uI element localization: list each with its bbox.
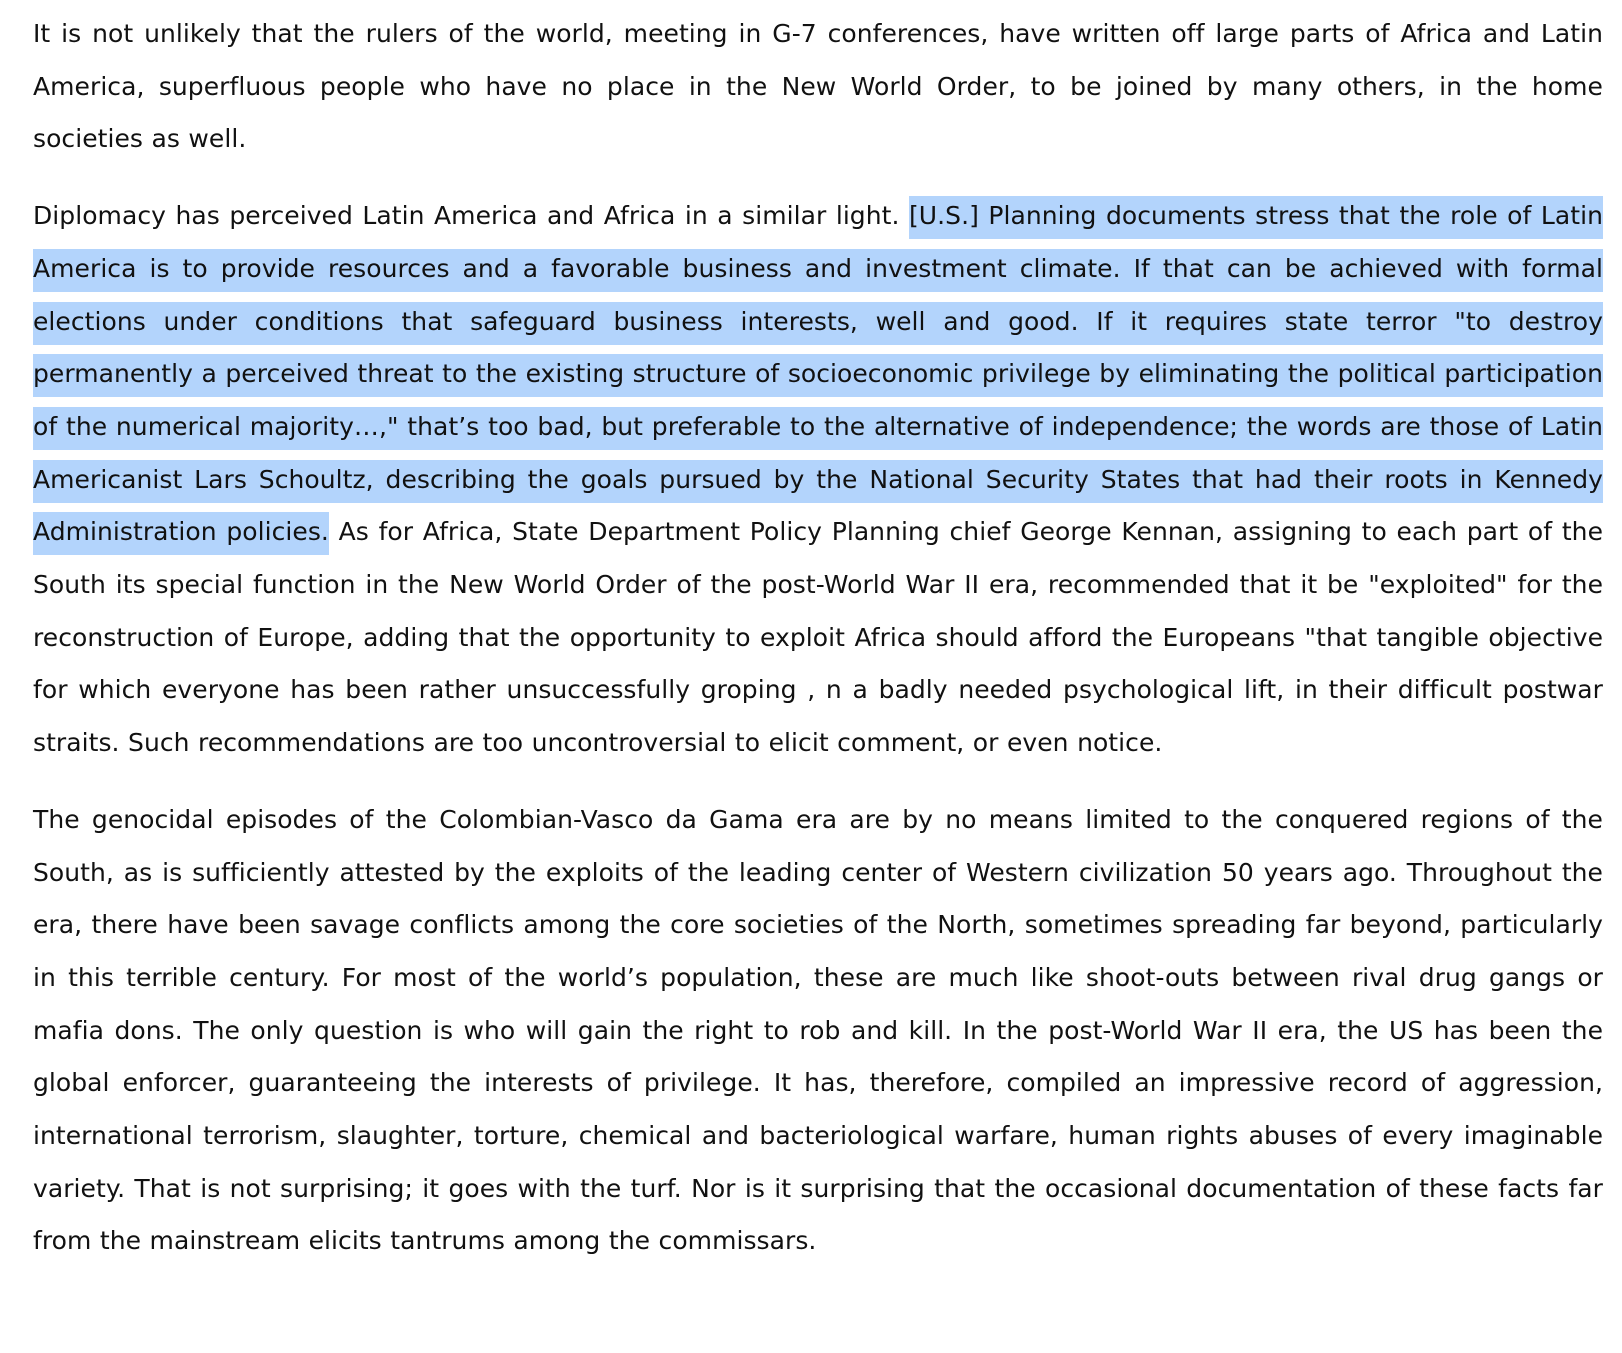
paragraph-3-text[interactable]: The genocidal episodes of the Colombian-Vasco da Gama era are by no means limited to the conquered regions of the South, as is sufficiently attested by the exploits of the leading center of Western civilization 50 years ago. Throughout the era, there have been savage conflicts among the core societies of the North, sometimes spreading far beyond, particularly in this terrible century. For most of the world’s population, these are much like shoot-outs between rival drug gangs or mafia dons. The only question is who will gain the right to rob and kill. In the post-World War II era, the US has been the global enforcer, guaranteeing the interests of privilege. It has, therefore, compiled an impressive record of aggression, international terrorism, slaughter, torture, chemical and bacteriological warfare, human rights abuses of every imaginable variety. That is not surprising; it goes with the turf. Nor is it surprising that the occasional documentation of these facts far from the mainstream elicits tantrums among the commissars. [33, 804, 1603, 1256]
paragraph-2-lead-text[interactable]: Diplomacy has perceived Latin America and Africa in a similar light. [33, 201, 909, 231]
paragraph-3[interactable] [33, 794, 1603, 1268]
paragraph-2-trailing-text[interactable]: As for Africa, State Department Policy Planning chief George Kennan, assigning to each part of the South its special function in the New World Order of the post-World War II era, recommended that it be "exploited" for the reconstruction of Europe, adding that the opportunity to exploit Africa should afford the Europeans "that tangible objective for which everyone has been rather unsuccessfully groping , n a badly needed psychological lift, in their difficult postwar straits. Such recommendations are too uncontroversial to elicit comment, or even notice. [33, 517, 1603, 758]
paragraph-1-text[interactable]: It is not unlikely that the rulers of the world, meeting in G-7 conferences, have written off large parts of Africa and Latin America, superfluous people who have no place in the New World Order, to be joined by many others, in the home societies as well. [33, 19, 1603, 154]
selected-text-highlight[interactable]: [U.S.] Planning documents stress that the role of Latin America is to provide resources and a favorable business and investment climate. If that can be achieved with formal elections under conditions that safeguard business interests, well and good. If it requires state terror "to destroy permanently a perceived threat to the existing structure of socioeconomic privilege by eliminating the political participation of the numerical majority…," that’s too bad, but preferable to the alternative of independence; the words are those of Latin Americanist Lars Schoultz, describing the goals pursued by the National Security States that had their roots in Kennedy Administration policies. [33, 196, 1603, 555]
paragraph-2[interactable] [33, 190, 1603, 770]
paragraph-1[interactable] [33, 8, 1603, 166]
article-body [33, 8, 1603, 1292]
